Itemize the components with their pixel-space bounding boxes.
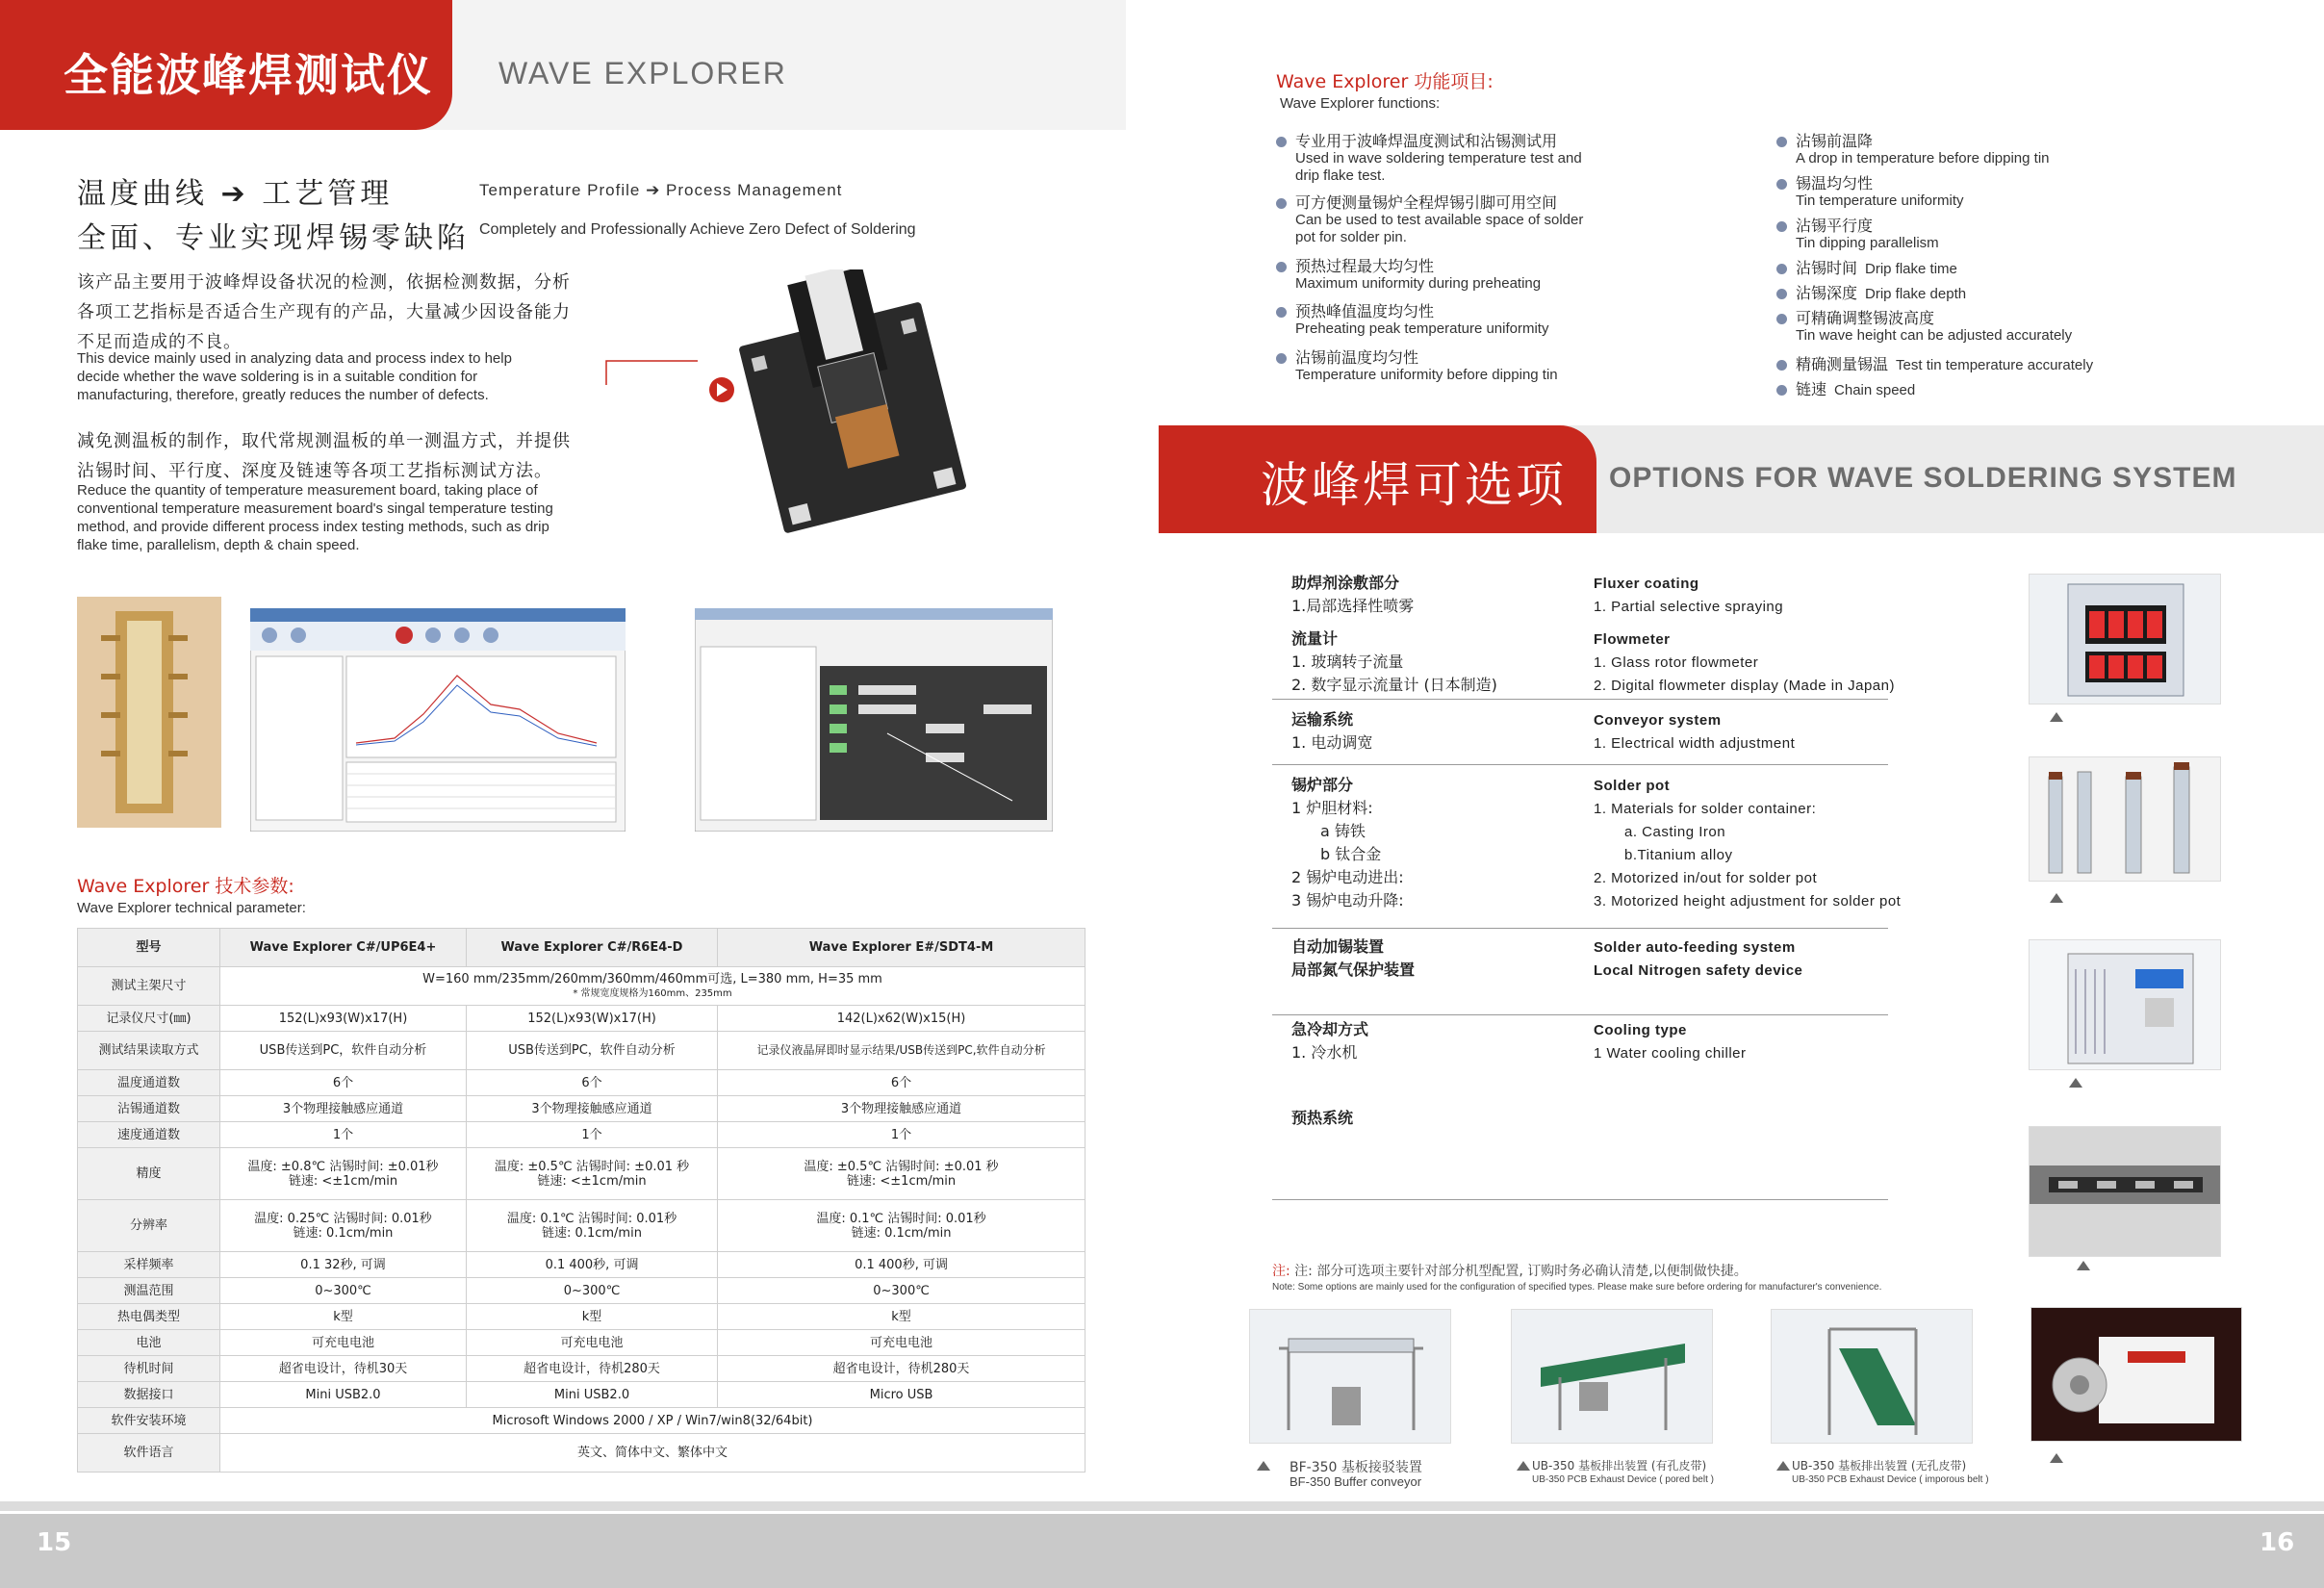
caption-buffer-en: BF-350 Buffer conveyor xyxy=(1290,1474,1422,1489)
function-item-en: Tin temperature uniformity xyxy=(1796,192,1964,209)
spec-header-col2: Wave Explorer C#/R6E4-D xyxy=(466,929,717,967)
spec-cell: 0.1 32秒, 可调 xyxy=(220,1252,467,1278)
option-cn-line: b 钛合金 xyxy=(1320,845,1382,863)
page-title-cn: 全能波峰焊测试仪 xyxy=(64,49,433,101)
software-screenshot-settings xyxy=(695,608,1053,832)
option-cn-line: 1. 冷水机 xyxy=(1291,1043,1358,1062)
bullet-icon xyxy=(1776,264,1787,274)
preheat-system-photo xyxy=(2029,1126,2221,1257)
bullet-icon xyxy=(1276,262,1287,272)
bullet-icon xyxy=(1276,198,1287,209)
spec-label: 精度 xyxy=(78,1148,220,1200)
spec-cell xyxy=(220,967,1085,1006)
spec-cell: 可充电电池 xyxy=(718,1330,1085,1356)
buffer-conveyor-photo xyxy=(1249,1309,1451,1444)
spec-label: 温度通道数 xyxy=(78,1070,220,1096)
function-item-en: Drip flake time xyxy=(1865,261,1957,277)
spec-row-thermocouple xyxy=(78,1304,1085,1330)
caption-arrow-icon xyxy=(2077,1261,2090,1270)
software-screenshot-profile xyxy=(250,608,626,832)
option-cn-line: 2 锡炉电动进出: xyxy=(1291,868,1404,886)
bullet-icon xyxy=(1776,289,1787,299)
option-en-line: a. Casting Iron xyxy=(1624,824,1726,840)
spec-label: 沾锡通道数 xyxy=(78,1096,220,1122)
function-item-en: Tin dipping parallelism xyxy=(1796,235,1939,251)
option-cn-line: 局部氮气保护装置 xyxy=(1291,960,1416,979)
spec-cell: 温度: 0.25℃ 沾锡时间: 0.01秒 链速: 0.1cm/min xyxy=(220,1200,467,1252)
option-cn-line: 锡炉部分 xyxy=(1291,776,1354,794)
spec-cell: 142(L)x62(W)x15(H) xyxy=(718,1006,1085,1032)
spec-subtitle: Wave Explorer technical parameter: xyxy=(77,900,306,916)
pcb-closeup-photo xyxy=(77,597,221,828)
spec-label: 采样频率 xyxy=(78,1252,220,1278)
spec-cell: Mini USB2.0 xyxy=(220,1382,467,1408)
function-item xyxy=(1796,260,1957,278)
caption-buffer-cn: BF-350 基板接驳装置 xyxy=(1290,1460,1422,1475)
spec-label: 软件安装环境 xyxy=(78,1408,220,1434)
option-divider xyxy=(1272,764,1888,765)
bullet-icon xyxy=(1776,179,1787,190)
caption-imporous-cn: UB-350 基板排出装置 (无孔皮带) xyxy=(1792,1459,1967,1473)
function-item xyxy=(1295,258,1541,293)
spec-label: 测试主架尺寸 xyxy=(78,967,220,1006)
option-en-line: 1. Electrical width adjustment xyxy=(1594,735,1796,752)
spec-cell: 6个 xyxy=(220,1070,467,1096)
option-cn-line: 1 炉胆材料: xyxy=(1291,799,1373,817)
spec-cell: 6个 xyxy=(466,1070,717,1096)
note-cn: 注: 注: 部分可选项主要针对部分机型配置, 订购时务必确认清楚,以便制做快捷。 xyxy=(1272,1264,1748,1279)
function-item-cn: 专业用于波峰焊温度测试和沾锡测试用 xyxy=(1295,132,1558,150)
option-cn-line: 3 锡炉电动升降: xyxy=(1291,891,1404,909)
spec-label: 热电偶类型 xyxy=(78,1304,220,1330)
headline2-en: Completely and Professionally Achieve Zero Defect of Soldering xyxy=(479,221,916,238)
spec-cell: 温度: ±0.8℃ 沾锡时间: ±0.01秒 链速: <±1cm/min xyxy=(220,1148,467,1200)
spec-label: 软件语言 xyxy=(78,1434,220,1473)
spec-cell: 3个物理接触感应通道 xyxy=(220,1096,467,1122)
spec-row-readout xyxy=(78,1032,1085,1070)
spec-label: 记录仪尺寸(㎜) xyxy=(78,1006,220,1032)
spec-cell: 1个 xyxy=(466,1122,717,1148)
function-item-en: Maximum uniformity during preheating xyxy=(1295,275,1542,292)
spec-cell: 6个 xyxy=(718,1070,1085,1096)
bullet-icon xyxy=(1276,137,1287,147)
caption-pored-en: UB-350 PCB Exhaust Device ( pored belt ) xyxy=(1532,1474,1714,1485)
page-number-right: 16 xyxy=(2260,1528,2295,1557)
option-cn-line: 助焊剂涂敷部分 xyxy=(1291,574,1400,592)
spec-row-accuracy xyxy=(78,1148,1085,1200)
footer-line xyxy=(0,1501,2324,1511)
option-en-line: 1. Partial selective spraying xyxy=(1594,599,1784,615)
spec-cell: Micro USB xyxy=(718,1382,1085,1408)
spec-cell: 0.1 400秒, 可调 xyxy=(466,1252,717,1278)
option-divider xyxy=(1272,1014,1888,1015)
function-item-en: Test tin temperature accurately xyxy=(1896,357,2094,373)
water-chiller-photo xyxy=(2029,939,2221,1070)
spec-cell: USB传送到PC，软件自动分析 xyxy=(466,1032,717,1070)
spec-cell: Microsoft Windows 2000 / XP / Win7/win8(32/64bit) xyxy=(220,1408,1085,1434)
spec-cell: 温度: ±0.5℃ 沾锡时间: ±0.01 秒 链速: <±1cm/min xyxy=(718,1148,1085,1200)
note-en: Note: Some options are mainly used for the configuration of specified types. Please make sure before ordering for manufacturer's convenience. xyxy=(1272,1282,1882,1293)
function-item-cn: 可方便测量锡炉全程焊锡引脚可用空间 xyxy=(1295,193,1558,212)
option-cn-line: 1. 玻璃转子流量 xyxy=(1291,653,1404,671)
bullet-icon xyxy=(1776,137,1787,147)
headline1-en: Temperature Profile ➔ Process Management xyxy=(479,181,843,199)
spec-cell: k型 xyxy=(718,1304,1085,1330)
option-en-line: Local Nitrogen safety device xyxy=(1594,962,1803,979)
options-title-tab xyxy=(1159,425,1596,533)
spec-header-row xyxy=(78,929,1085,967)
function-item-en: Chain speed xyxy=(1834,382,1916,398)
function-item-cn: 沾锡前温降 xyxy=(1796,132,1874,150)
feature-paragraph-cn: 减免测温板的制作，取代常规测温板的单一测温方式，并提供沾锡时间、平行度、深度及链速等各项工艺指标测试方法。 xyxy=(77,431,571,481)
option-cn-line: 1. 电动调宽 xyxy=(1291,733,1373,752)
function-item xyxy=(1796,218,1939,252)
option-en-line: Flowmeter xyxy=(1594,631,1671,648)
spec-cell: 英文、简体中文、繁体中文 xyxy=(220,1434,1085,1473)
function-item xyxy=(1796,175,1964,210)
function-item xyxy=(1796,285,1966,303)
spec-header-model: 型号 xyxy=(78,929,220,967)
caption-arrow-icon xyxy=(2050,1453,2063,1463)
caption-arrow-icon xyxy=(2050,893,2063,903)
bullet-icon xyxy=(1776,314,1787,324)
auto-feeder-photo xyxy=(2030,1307,2242,1442)
option-en-line: Solder pot xyxy=(1594,778,1671,794)
caption-pored-cn: UB-350 基板排出装置 (有孔皮带) xyxy=(1532,1459,1707,1473)
spec-cell: 温度: 0.1℃ 沾锡时间: 0.01秒 链速: 0.1cm/min xyxy=(718,1200,1085,1252)
function-item-en: Used in wave soldering temperature test and drip flake test. xyxy=(1295,150,1582,184)
spec-cell: 超省电设计，待机280天 xyxy=(466,1356,717,1382)
exhaust-device-imporous-photo xyxy=(1771,1309,1973,1444)
function-item-en: Preheating peak temperature uniformity xyxy=(1295,320,1549,337)
option-divider xyxy=(1272,1199,1888,1200)
spec-cell: Mini USB2.0 xyxy=(466,1382,717,1408)
spec-table xyxy=(77,928,1085,1473)
option-en-line: 1. Glass rotor flowmeter xyxy=(1594,654,1759,671)
function-item xyxy=(1295,194,1583,246)
option-en-line: 1 Water cooling chiller xyxy=(1594,1045,1747,1062)
option-cn-line: 自动加锡装置 xyxy=(1291,937,1385,956)
option-cn-line: 1.局部选择性喷雾 xyxy=(1291,597,1415,615)
spec-row-port xyxy=(78,1382,1085,1408)
function-item-cn: 沾锡平行度 xyxy=(1796,217,1874,235)
spec-cell: 可充电电池 xyxy=(220,1330,467,1356)
spec-cell: 0.1 400秒, 可调 xyxy=(718,1252,1085,1278)
spec-label: 数据接口 xyxy=(78,1382,220,1408)
spec-cell: 3个物理接触感应通道 xyxy=(466,1096,717,1122)
option-cn-line: 运输系统 xyxy=(1291,710,1354,729)
option-en-line: b.Titanium alloy xyxy=(1624,847,1733,863)
frame-note: * 常规宽度规格为160mm、235mm xyxy=(573,987,732,999)
option-en-line: Conveyor system xyxy=(1594,712,1722,729)
spec-cell: USB传送到PC，软件自动分析 xyxy=(220,1032,467,1070)
function-item xyxy=(1796,310,2072,345)
function-item-cn: 链速 xyxy=(1796,380,1827,398)
function-item-cn: 预热峰值温度均匀性 xyxy=(1295,302,1435,320)
digital-flowmeter-photo xyxy=(2029,574,2221,704)
note-cn-text: 注: 部分可选项主要针对部分机型配置, 订购时务必确认清楚,以便制做快捷。 xyxy=(1294,1264,1748,1279)
glass-flowmeter-photo xyxy=(2029,756,2221,882)
option-en-line: Solder auto-feeding system xyxy=(1594,939,1796,956)
caption-imporous-en: UB-350 PCB Exhaust Device ( imporous belt ) xyxy=(1792,1474,1989,1485)
functions-title: Wave Explorer 功能项目: xyxy=(1276,71,1494,92)
spec-cell: 温度: 0.1℃ 沾锡时间: 0.01秒 链速: 0.1cm/min xyxy=(466,1200,717,1252)
function-item-en: Drip flake depth xyxy=(1865,286,1967,302)
spec-row-language xyxy=(78,1434,1085,1473)
spec-cell: 1个 xyxy=(718,1122,1085,1148)
page-number-left: 15 xyxy=(37,1528,72,1557)
function-item-cn: 沾锡时间 xyxy=(1796,259,1858,277)
option-cn-line: 预热系统 xyxy=(1291,1109,1354,1127)
spec-row-tinch xyxy=(78,1096,1085,1122)
spec-row-standby xyxy=(78,1356,1085,1382)
feature-paragraph-en: Reduce the quantity of temperature measurement board, taking place of conventional temperature measurement board's singal temperature testing method, and provide different process index testing methods, such as drip flake time, parallelism, depth & chain speed. xyxy=(77,482,553,553)
function-item-cn: 预热过程最大均匀性 xyxy=(1295,257,1435,275)
headline1-cn: 温度曲线 ➔ 工艺管理 xyxy=(77,177,394,211)
spec-cell: 0~300℃ xyxy=(220,1278,467,1304)
spec-label: 电池 xyxy=(78,1330,220,1356)
spec-cell: 3个物理接触感应通道 xyxy=(718,1096,1085,1122)
functions-subtitle: Wave Explorer functions: xyxy=(1280,95,1441,112)
bullet-icon xyxy=(1276,307,1287,318)
option-divider xyxy=(1272,928,1888,929)
function-item xyxy=(1796,381,1915,399)
spec-label: 测试结果读取方式 xyxy=(78,1032,220,1070)
spec-header-col1: Wave Explorer C#/UP6E4+ xyxy=(220,929,467,967)
option-en-line: 1. Materials for solder container: xyxy=(1594,801,1817,817)
function-item xyxy=(1796,133,2050,167)
option-en-line: 2. Motorized in/out for solder pot xyxy=(1594,870,1818,886)
spec-cell: 152(L)x93(W)x17(H) xyxy=(466,1006,717,1032)
option-cn-line: 急冷却方式 xyxy=(1291,1020,1369,1038)
function-item-en: Temperature uniformity before dipping tin xyxy=(1295,367,1558,383)
spec-row-frame xyxy=(78,967,1085,1006)
spec-cell: 超省电设计，待机280天 xyxy=(718,1356,1085,1382)
function-item-cn: 沾锡深度 xyxy=(1796,284,1858,302)
function-item-cn: 锡温均匀性 xyxy=(1796,174,1874,192)
function-item-cn: 沾锡前温度均匀性 xyxy=(1295,348,1419,367)
spec-row-tempch xyxy=(78,1070,1085,1096)
caption-arrow-icon xyxy=(2050,712,2063,722)
spec-row-speedch xyxy=(78,1122,1085,1148)
function-item-en: Can be used to test available space of solder pot for solder pin. xyxy=(1295,212,1584,245)
exhaust-device-pored-photo xyxy=(1511,1309,1713,1444)
function-item-cn: 可精确调整锡波高度 xyxy=(1796,309,1935,327)
function-item xyxy=(1295,303,1548,338)
spec-cell: 可充电电池 xyxy=(466,1330,717,1356)
footer-band xyxy=(0,1514,2324,1588)
spec-cell: k型 xyxy=(466,1304,717,1330)
function-item xyxy=(1295,349,1558,384)
bullet-icon xyxy=(1276,353,1287,364)
intro-paragraph-en: This device mainly used in analyzing data and process index to help decide whether the wave soldering is in a suitable condition for manufacturing, therefore, greatly reduces the number of defects. xyxy=(77,350,512,403)
bullet-icon xyxy=(1776,360,1787,371)
option-en-line: 2. Digital flowmeter display (Made in Japan) xyxy=(1594,678,1895,694)
spec-row-range xyxy=(78,1278,1085,1304)
headline2-cn: 全面、专业实现焊锡零缺陷 xyxy=(77,221,470,255)
function-item-cn: 精确测量锡温 xyxy=(1796,355,1889,373)
function-item-en: A drop in temperature before dipping tin xyxy=(1796,150,2050,166)
title-tab xyxy=(0,0,452,130)
device-photo xyxy=(597,269,1020,539)
function-item-en: Tin wave height can be adjusted accurately xyxy=(1796,327,2073,344)
intro-paragraph-cn: 该产品主要用于波峰焊设备状况的检测，依据检测数据，分析各项工艺指标是否适合生产现有的产品，大量减少因设备能力不足而造成的不良。 xyxy=(77,272,571,352)
spec-label: 待机时间 xyxy=(78,1356,220,1382)
option-divider xyxy=(1272,699,1888,700)
option-en-line: Fluxer coating xyxy=(1594,576,1699,592)
option-en-line: Cooling type xyxy=(1594,1022,1687,1038)
bullet-icon xyxy=(1776,221,1787,232)
caption-arrow-icon xyxy=(1776,1461,1790,1471)
spec-label: 分辨率 xyxy=(78,1200,220,1252)
spec-cell: 152(L)x93(W)x17(H) xyxy=(220,1006,467,1032)
caption-arrow-icon xyxy=(2069,1078,2082,1088)
caption-arrow-icon xyxy=(1517,1461,1530,1471)
option-en-line: 3. Motorized height adjustment for solder pot xyxy=(1594,893,1902,909)
spec-label: 测温范围 xyxy=(78,1278,220,1304)
option-cn-line: 2. 数字显示流量计 (日本制造) xyxy=(1291,676,1497,694)
spec-cell: k型 xyxy=(220,1304,467,1330)
spec-title: Wave Explorer 技术参数: xyxy=(77,876,294,897)
options-title-en: OPTIONS FOR WAVE SOLDERING SYSTEM xyxy=(1609,462,2237,494)
spec-row-sampling xyxy=(78,1252,1085,1278)
options-title-cn: 波峰焊可选项 xyxy=(1261,457,1567,513)
spec-row-battery xyxy=(78,1330,1085,1356)
spec-cell: 记录仪液晶屏即时显示结果/USB传送到PC,软件自动分析 xyxy=(718,1032,1085,1070)
page-title-en: WAVE EXPLORER xyxy=(498,56,787,90)
spec-row-os xyxy=(78,1408,1085,1434)
spec-label: 速度通道数 xyxy=(78,1122,220,1148)
spec-row-resolution xyxy=(78,1200,1085,1252)
spec-cell: 1个 xyxy=(220,1122,467,1148)
spec-cell: 0~300℃ xyxy=(466,1278,717,1304)
function-item xyxy=(1796,356,2093,374)
function-item xyxy=(1295,133,1582,185)
spec-header-col3: Wave Explorer E#/SDT4-M xyxy=(718,929,1085,967)
spec-cell: 超省电设计，待机30天 xyxy=(220,1356,467,1382)
caption-arrow-icon xyxy=(1257,1461,1270,1471)
option-cn-line: 流量计 xyxy=(1291,629,1339,648)
spec-cell: 温度: ±0.5℃ 沾锡时间: ±0.01 秒 链速: <±1cm/min xyxy=(466,1148,717,1200)
frame-value: W=160 mm/235mm/260mm/360mm/460mm可选, L=380 mm, H=35 mm xyxy=(422,971,882,986)
option-cn-line: a 铸铁 xyxy=(1320,822,1366,840)
spec-cell: 0~300℃ xyxy=(718,1278,1085,1304)
spec-row-recorder xyxy=(78,1006,1085,1032)
bullet-icon xyxy=(1776,385,1787,396)
